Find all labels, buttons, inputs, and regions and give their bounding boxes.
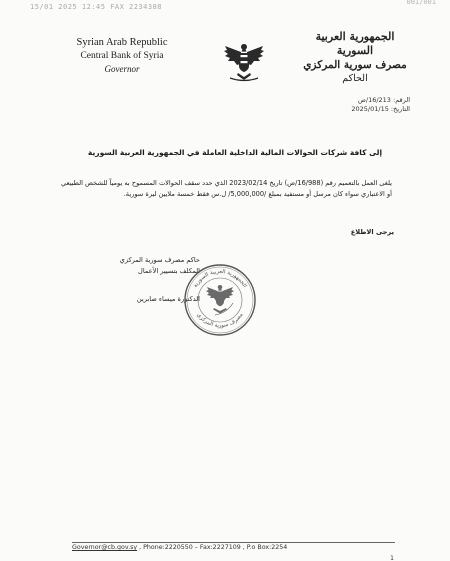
arabic-country-name: الجمهورية العربية السورية bbox=[315, 30, 395, 57]
stamp-top-text: الجمهورية العربية السورية bbox=[192, 268, 248, 289]
footer-email-link[interactable]: Governor@cb.gov.sy bbox=[72, 544, 138, 551]
arabic-bank-name: مصرف سورية المركزي bbox=[303, 59, 407, 71]
fax-header: 15/01 2025 12:45 FAX 2234388 bbox=[30, 3, 163, 11]
country-name: Syrian Arab Republic bbox=[76, 37, 168, 48]
footer-rule bbox=[72, 542, 395, 543]
arabic-office-title: الحاكم bbox=[342, 73, 368, 84]
footer-contact bbox=[72, 544, 287, 551]
official-stamp-icon bbox=[183, 263, 257, 337]
fax-page-counter: 001/001 bbox=[406, 0, 436, 6]
page-number: 1 bbox=[390, 555, 394, 561]
reference-number: الرقم: 16/213/ص bbox=[358, 96, 410, 104]
bank-name: Central Bank of Syria bbox=[80, 51, 164, 61]
letter-subject: إلى كافة شركات الحوالات المالية الداخلية العاملة في الجمهورية العربية السورية bbox=[87, 148, 383, 157]
letter-body: يلغى العمل بالتعميم رقم (16/988/ص) تاريخ 2023/02/14 الذي حدد سقف الحوالات المسموح به يومياً للشخص الطبيعي أو الاعتباري سواء كان مرسل أو مستفيد بمبلغ /5,000,000/ ل.س فقط خمسة ملايين ليرة سورية. bbox=[61, 179, 392, 198]
reference-date: التاريخ: 2025/01/15 bbox=[351, 105, 410, 113]
signatory-name: الدكتورة ميساء صابرين bbox=[136, 295, 200, 303]
svg-text:مصرف سورية المركزي bbox=[196, 312, 245, 329]
english-letterhead bbox=[66, 36, 178, 75]
stamp-bottom-text: مصرف سورية المركزي bbox=[195, 312, 245, 330]
signatory-role: المكلف بتسيير الأعمال bbox=[138, 267, 200, 275]
letter-closing: يرجى الاطلاع bbox=[350, 228, 394, 236]
reference-block bbox=[351, 96, 410, 114]
eagle-emblem-icon bbox=[222, 38, 266, 84]
signatory-title: حاكم مصرف سورية المركزي bbox=[119, 256, 200, 264]
office-title: Governor bbox=[104, 64, 140, 74]
footer-contact-details: , Phone:2220550 – Fax:2227109 , P.o Box:2254 bbox=[137, 544, 288, 551]
arabic-letterhead bbox=[300, 30, 410, 86]
